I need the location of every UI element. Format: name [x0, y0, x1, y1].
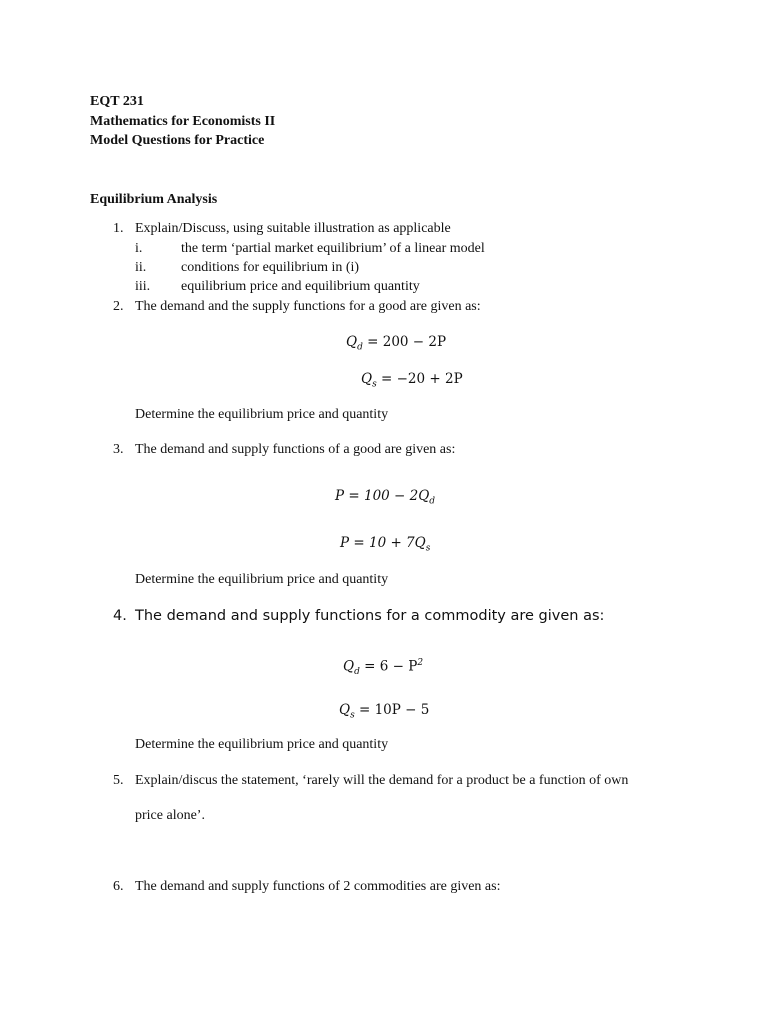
q1-sub-ii-text: conditions for equilibrium in (i)	[181, 260, 360, 275]
q1-sub-ii-number: ii.	[135, 260, 147, 275]
q4-text: The demand and supply functions for a commodity are given as:	[135, 608, 605, 624]
q1-text: Explain/Discuss, using suitable illustration as applicable	[135, 221, 451, 236]
q3-supply-equation: $P = 10 + 7Q_s$	[340, 535, 431, 554]
q4-supply-equation: $Q_s = 10P - 5$	[339, 702, 430, 721]
q2-supply-equation: $Q_s = -20 + 2P$	[361, 371, 463, 390]
q6-text: The demand and supply functions of 2 commodities are given as:	[135, 879, 501, 894]
q4-number: 4.	[113, 608, 127, 624]
q4-demand-equation: $Q_d = 6 - P^2$	[343, 658, 424, 678]
q2-demand-equation: $Q_d = 200 - 2P$	[346, 334, 447, 353]
q1-sub-iii-number: iii.	[135, 279, 151, 294]
q4-task: Determine the equilibrium price and quantity	[135, 737, 389, 752]
section-heading: Equilibrium Analysis	[90, 192, 218, 207]
course-code: EQT 231	[90, 94, 144, 109]
q5-text-line1: Explain/discus the statement, ‘rarely will the demand for a product be a function of own	[135, 773, 629, 788]
q3-demand-equation: $P = 100 - 2Q_d$	[335, 488, 436, 507]
q3-number: 3.	[113, 442, 124, 457]
q5-number: 5.	[113, 773, 124, 788]
document-subtitle: Model Questions for Practice	[90, 133, 265, 148]
q2-task: Determine the equilibrium price and quantity	[135, 407, 389, 422]
q2-number: 2.	[113, 299, 124, 314]
q3-task: Determine the equilibrium price and quantity	[135, 572, 389, 587]
course-title: Mathematics for Economists II	[90, 114, 276, 129]
q5-text-line2: price alone’.	[135, 808, 205, 823]
q1-number: 1.	[113, 221, 124, 236]
q1-sub-iii-text: equilibrium price and equilibrium quantity	[181, 279, 420, 294]
q6-number: 6.	[113, 879, 124, 894]
q1-sub-i-number: i.	[135, 241, 143, 256]
q3-text: The demand and supply functions of a good are given as:	[135, 442, 456, 457]
q1-sub-i-text: the term ‘partial market equilibrium’ of a linear model	[181, 241, 485, 256]
q2-text: The demand and the supply functions for a good are given as:	[135, 299, 481, 314]
